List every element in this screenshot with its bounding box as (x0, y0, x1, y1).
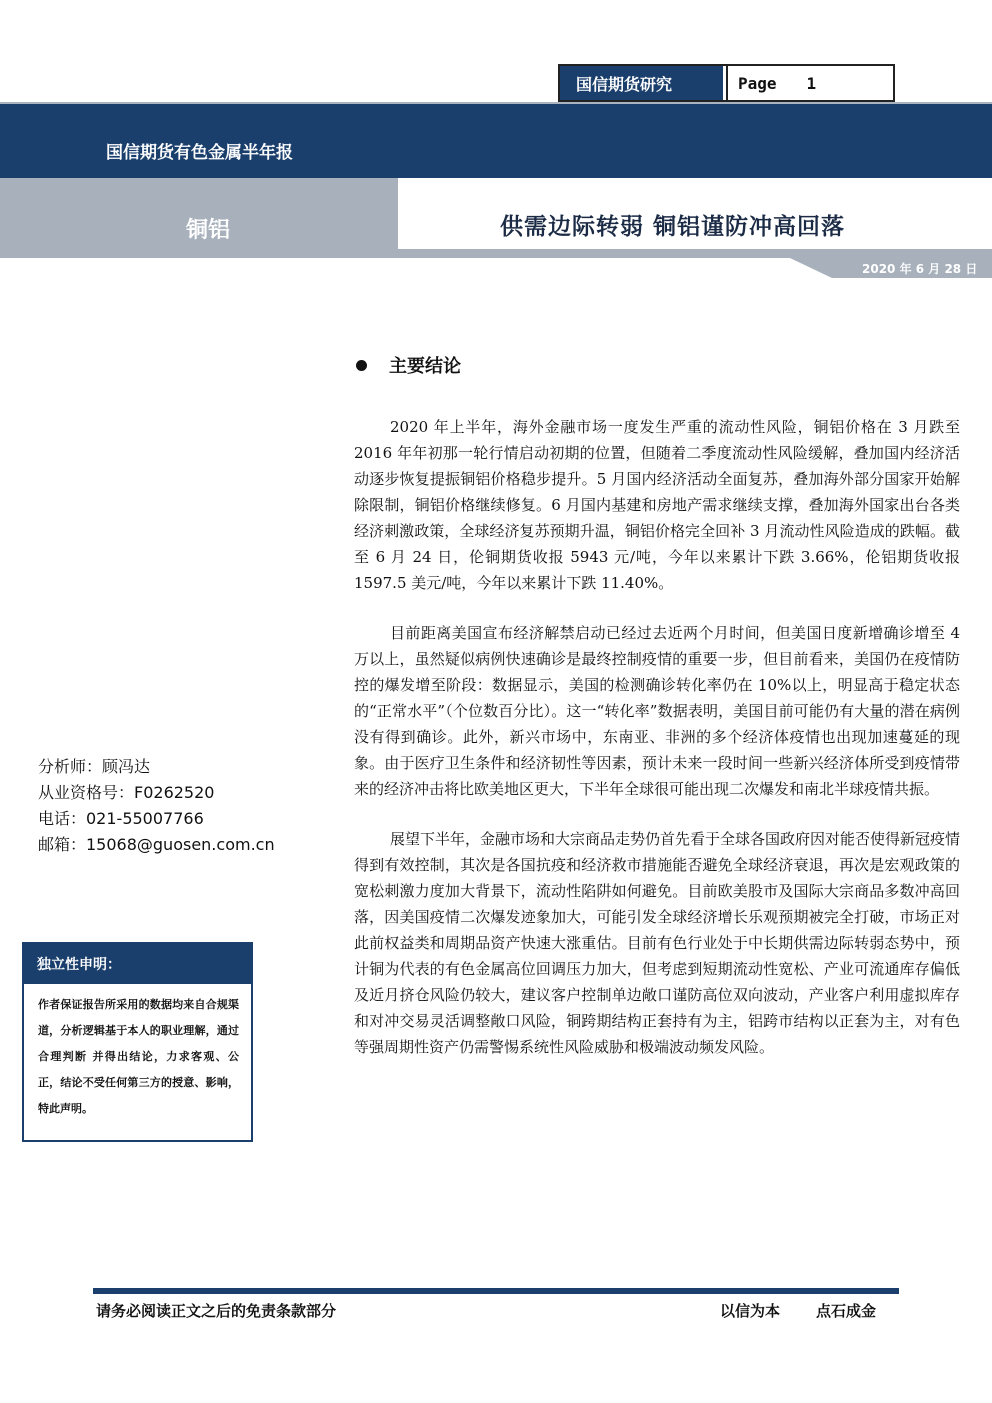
bullet-icon (356, 360, 367, 371)
report-date: 2020 年 6 月 28 日 (862, 262, 978, 276)
section-title: 主要结论 (389, 356, 461, 377)
footer-rule (93, 1288, 899, 1294)
category-band (0, 178, 398, 258)
top-banner (0, 102, 992, 178)
analyst-email: 邮箱：15068@guosen.com.cn (38, 835, 275, 854)
main-body (354, 414, 960, 1084)
headline: 供需边际转弱 铜铝谨防冲高回落 (500, 213, 846, 240)
grey-strip (398, 249, 992, 258)
paragraph: 展望下半年，金融市场和大宗商品走势仍首先看于全球各国政府因对能否使得新冠疫情得到有效控制，其次是各国抗疫和经济救市措施能否避免全球经济衰退，再次是宏观政策的宽松刺激力度加大背景下，流动性陷阱如何避免。目前欧美股市及国际大宗商品多数冲高回落，因美国疫情二次爆发迹象加大，可能引发全球经济增长乐观预期被完全打破，市场正对此前权益类和周期品资产快速大涨重估。目前有色行业处于中长期供需边际转弱态势中，预计铜为代表的有色金属高位回调压力加大，但考虑到短期流动性宽松、产业可流通库存偏低及近月挤仓风险仍较大，建议客户控制单边敞口谨防高位双向波动，产业客户利用虚拟库存和对冲交易灵活调整敞口风险，铜跨期结构正套持有为主，铝跨市结构以正套为主，对有色等强周期性资产仍需警惕系统性风险威胁和极端波动频发风险。 (354, 830, 961, 1056)
category-label: 铜铝 (186, 218, 231, 243)
org-label: 国信期货研究 (560, 66, 726, 100)
page-number: 1 (806, 73, 817, 93)
paragraph: 2020 年上半年，海外金融市场一度发生严重的流动性风险，铜铝价格在 3 月跌至 2016 年年初那一轮行情启动初期的位置，但随着二季度流动性风险缓解，叠加国内经济活动逐步恢复提振铜铝价格稳步提升。5 月国内经济活动全面复苏，叠加海外部分国家开始解除限制，铜铝价格继续修复。6 月国内基建和房地产需求继续支撑，叠加海外国家出台各类经济刺激政策，全球经济复苏预期升温，铜铝价格完全回补 3 月流动性风险造成的跌幅。截至 6 月 24 日，伦铜期货收报 5943 元/吨，今年以来累计下跌 3.66%，伦铝期货收报 1597.5 美元/吨，今年以来累计下跌 11.40%。 (354, 418, 960, 592)
slogan-2: 点石成金 (816, 1302, 877, 1320)
page-indicator (726, 66, 893, 100)
analyst-phone: 电话：021-55007766 (38, 809, 204, 828)
statement-text: 作者保证报告所采用的数据均来自合规渠道，分析逻辑基于本人的职业理解，通过合理判断 并得出结论，力求客观、公正，结论不受任何第三方的授意、影响，特此声明。 (38, 998, 239, 1115)
analyst-name: 分析师：顾冯达 (38, 757, 151, 776)
paragraph: 目前距离美国宣布经济解禁启动已经过去近两个月时间，但美国日度新增确诊增至 4 万以上，虽然疑似病例快速确诊是最终控制疫情的重要一步，但目前看来，美国仍在疫情防控的爆发增至阶段：数据显示，美国的检测确诊转化率仍在 10%以上，明显高于稳定状态的“正常水平”（个位数百分比）。这一“转化率”数据表明，美国目前可能仍有大量的潜在病例没有得到确诊。此外，新兴市场中，东南亚、非洲的多个经济体疫情也出现加速蔓延的现象。由于医疗卫生条件和经济韧性等因素，预计未来一段时间一些新兴经济体所受到疫情带来的经济冲击将比欧美地区更大，下半年全球很可能出现二次爆发和南北半球疫情共振。 (354, 624, 960, 798)
footer-slogan (720, 1300, 876, 1321)
analyst-info (38, 754, 275, 858)
analyst-license: 从业资格号：F0262520 (38, 783, 215, 802)
page-label: Page (738, 73, 777, 93)
report-series: 国信期货有色金属半年报 (106, 143, 293, 163)
section-heading (356, 352, 461, 378)
footer-notice: 请务必阅读正文之后的免责条款部分 (96, 1302, 337, 1320)
independence-statement (22, 942, 253, 1142)
slogan-1: 以信为本 (720, 1302, 781, 1320)
statement-title: 独立性申明： (24, 944, 251, 984)
header-tab (558, 64, 895, 102)
